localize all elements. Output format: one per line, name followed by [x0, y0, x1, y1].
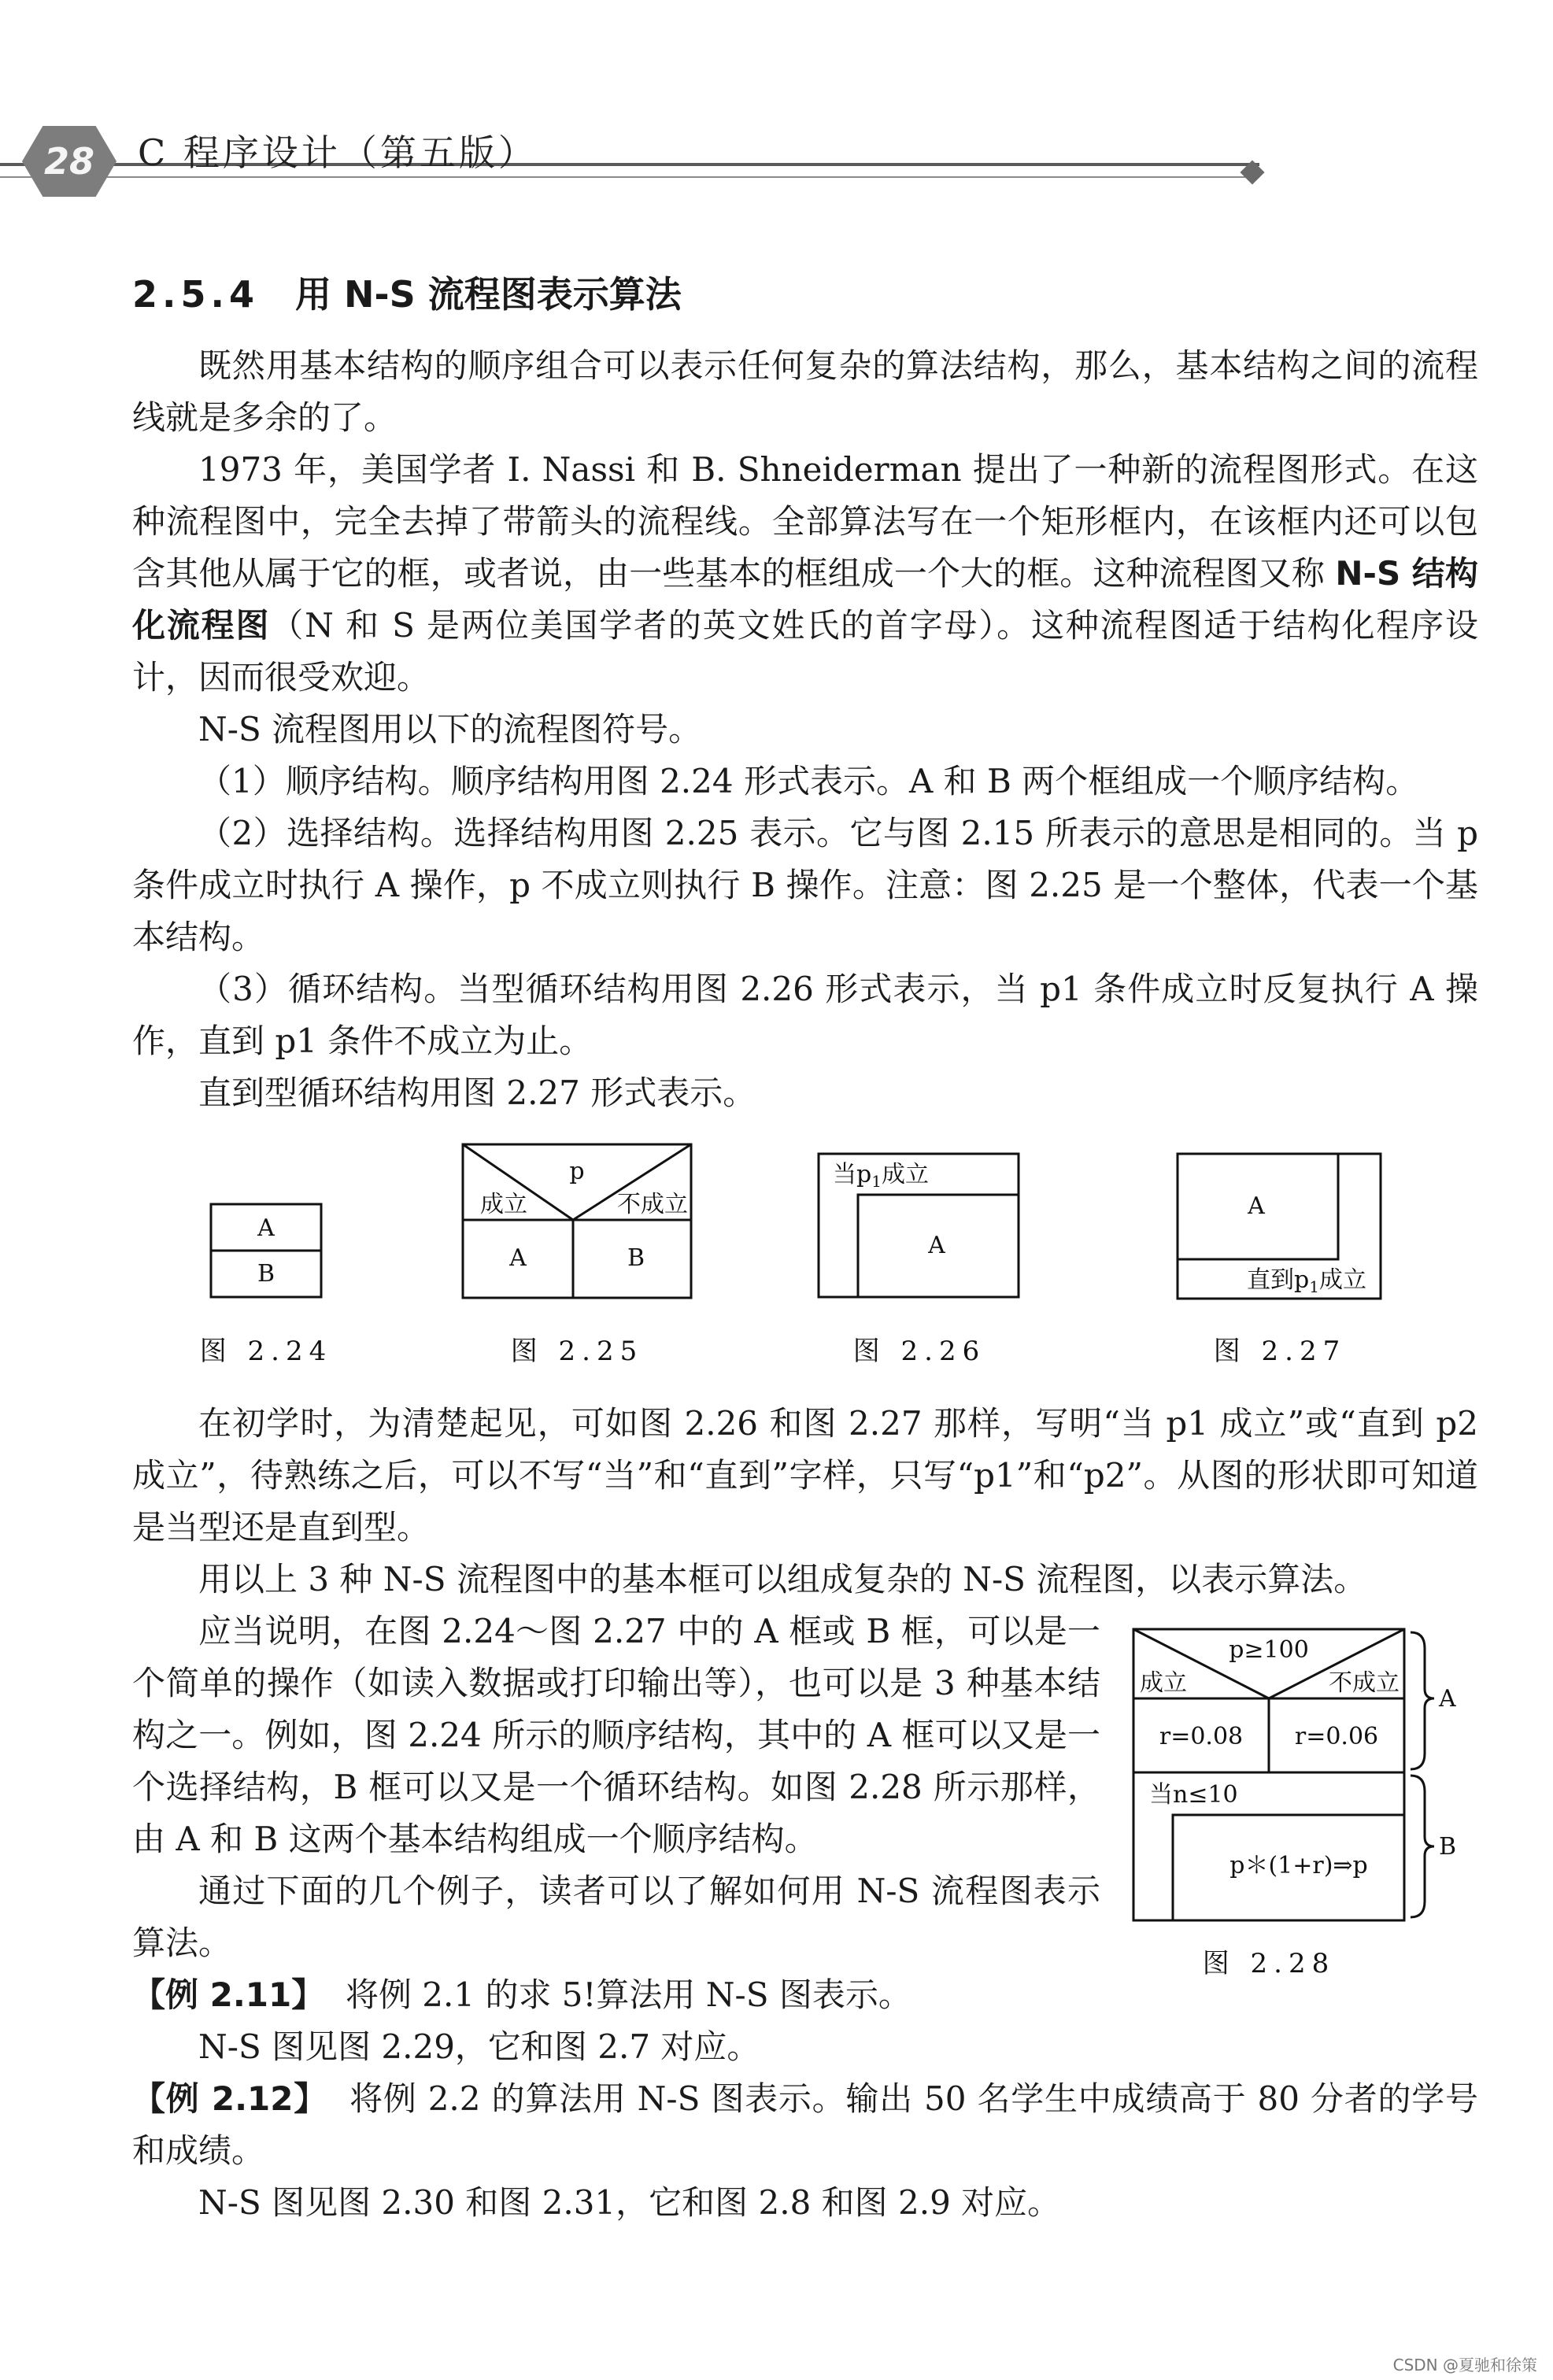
- figure-2-24: [211, 1204, 321, 1297]
- fig225-condition: p: [569, 1158, 585, 1185]
- paragraph-7: 直到型循环结构用图 2.27 形式表示。: [198, 1074, 756, 1112]
- fig227-condition: 直到$p_1$成立: [1247, 1266, 1366, 1296]
- paragraph-10: 应当说明，在图 2.24～图 2.27 中的 A 框或 B 框，可以是一个简单的操作（如读入数据或打印输出等），也可以是 3 种基本结构之一。例如，图 2.24 所示的顺序结构，其中的 A 框可以又是一个选择结构，B 框可以又是一个循环结构。如图 2.28 所示那样，由 A 和 B 这两个基本结构组成一个顺序结构。: [132, 1612, 1100, 1858]
- paragraph-8: 在初学时，为清楚起见，可如图 2.26 和图 2.27 那样，写明“当 p1 成立”或“直到 p2 成立”，待熟练之后，可以不写“当”和“直到”字样，只写“p1”和“p2”。从图的形状即可知道是当型还是直到型。: [132, 1404, 1478, 1547]
- section-title: 用 N-S 流程图表示算法: [294, 273, 682, 316]
- fig225-yes-label: 成立: [480, 1191, 527, 1218]
- fig226-condition: 当$p_1$成立: [833, 1161, 929, 1191]
- figure-2-25: [463, 1144, 691, 1298]
- fig225-no-label: 不成立: [617, 1191, 688, 1218]
- example-2-11-label: 【例 2.11】: [132, 1975, 325, 2014]
- fig225-box-b: B: [627, 1244, 645, 1272]
- fig228-right-action: r=0.06: [1294, 1723, 1379, 1750]
- fig228-loop-body: p＊(1+r)⇒p: [1229, 1852, 1368, 1879]
- running-title: C 程序设计（第五版）: [138, 131, 538, 174]
- page-number: 28: [43, 140, 94, 183]
- fig226-box-a: A: [928, 1232, 945, 1259]
- example-2-12: 【例 2.12】 将例 2.2 的算法用 N-S 图表示。输出 50 名学生中成绩高于 80 分者的学号和成绩。: [132, 2079, 1479, 2170]
- figure-2-26: [819, 1154, 1019, 1297]
- fig228-caption: 图 2.28: [1202, 1948, 1336, 1979]
- fig224-box-b: B: [257, 1260, 275, 1288]
- example-2-11: 【例 2.11】 将例 2.1 的求 5!算法用 N-S 图表示。: [132, 1975, 911, 2014]
- paragraph-1: 既然用基本结构的顺序组合可以表示任何复杂的算法结构，那么，基本结构之间的流程线就是多余的了。: [132, 346, 1478, 437]
- paragraph-13: N-S 图见图 2.30 和图 2.31，它和图 2.8 和图 2.9 对应。: [198, 2183, 1061, 2222]
- example-2-12-label: 【例 2.12】: [132, 2079, 327, 2118]
- fig224-caption: 图 2.24: [199, 1336, 333, 1367]
- fig227-caption: 图 2.27: [1213, 1336, 1347, 1367]
- figure-2-28: [1118, 1613, 1527, 1983]
- figure-2-27: [1178, 1154, 1381, 1299]
- header-rule-thin: [0, 176, 1259, 178]
- fig225-box-a: A: [509, 1244, 527, 1272]
- fig227-box-a: A: [1248, 1192, 1265, 1220]
- fig225-caption: 图 2.25: [510, 1336, 644, 1367]
- fig224-box-a: A: [257, 1214, 275, 1242]
- fig226-caption: 图 2.26: [852, 1336, 986, 1367]
- paragraph-2: 1973 年，美国学者 I. Nassi 和 B. Shneiderman 提出了一种新的流程图形式。在这种流程图中，完全去掉了带箭头的流程线。全部算法写在一个矩形框内，在该框内还可以包含其他从属于它的框，或者说，由一些基本的框组成一个大的框。这种流程图又称 N-S 结构化流程图（N 和 S 是两位美国学者的英文姓氏的首字母）。这种流程图适于结构化程序设计，因而很受欢迎。: [132, 450, 1478, 697]
- paragraph-5: （2）选择结构。选择结构用图 2.25 表示。它与图 2.15 所表示的意思是相同的。当 p 条件成立时执行 A 操作，p 不成立则执行 B 操作。注意：图 2.25 是一个整体，代表一个基本结构。: [132, 814, 1478, 956]
- fig228-no-label: 不成立: [1329, 1669, 1400, 1697]
- paragraph-4: （1）顺序结构。顺序结构用图 2.24 形式表示。A 和 B 两个框组成一个顺序结构。: [198, 762, 1419, 800]
- fig228-yes-label: 成立: [1140, 1669, 1187, 1697]
- page-number-badge: [22, 126, 116, 197]
- fig228-brace-b-label: B: [1439, 1833, 1457, 1861]
- fig228-loop-condition: 当n≤10: [1149, 1781, 1238, 1809]
- paragraph-12: N-S 图见图 2.29，它和图 2.7 对应。: [198, 2027, 760, 2066]
- paragraph-9: 用以上 3 种 N-S 流程图中的基本框可以组成复杂的 N-S 流程图，以表示算法。: [198, 1560, 1367, 1598]
- paragraph-3: N-S 流程图用以下的流程图符号。: [198, 710, 702, 748]
- section-number: 2.5.4: [132, 273, 259, 316]
- fig228-condition: p≥100: [1229, 1636, 1309, 1664]
- paragraph-11: 通过下面的几个例子，读者可以了解如何用 N-S 流程图表示算法。: [132, 1872, 1100, 1962]
- watermark: CSDN @夏驰和徐策: [1392, 2356, 1537, 2374]
- bold-term: N-S 结构化流程图: [132, 554, 1478, 645]
- section-heading: [132, 266, 682, 318]
- figures-row: [0, 1125, 1553, 1385]
- fig228-brace-a-label: A: [1439, 1685, 1456, 1713]
- paragraph-6: （3）循环结构。当型循环结构用图 2.26 形式表示，当 p1 条件成立时反复执行 A 操作，直到 p1 条件不成立为止。: [132, 970, 1478, 1060]
- fig228-left-action: r=0.08: [1159, 1723, 1244, 1750]
